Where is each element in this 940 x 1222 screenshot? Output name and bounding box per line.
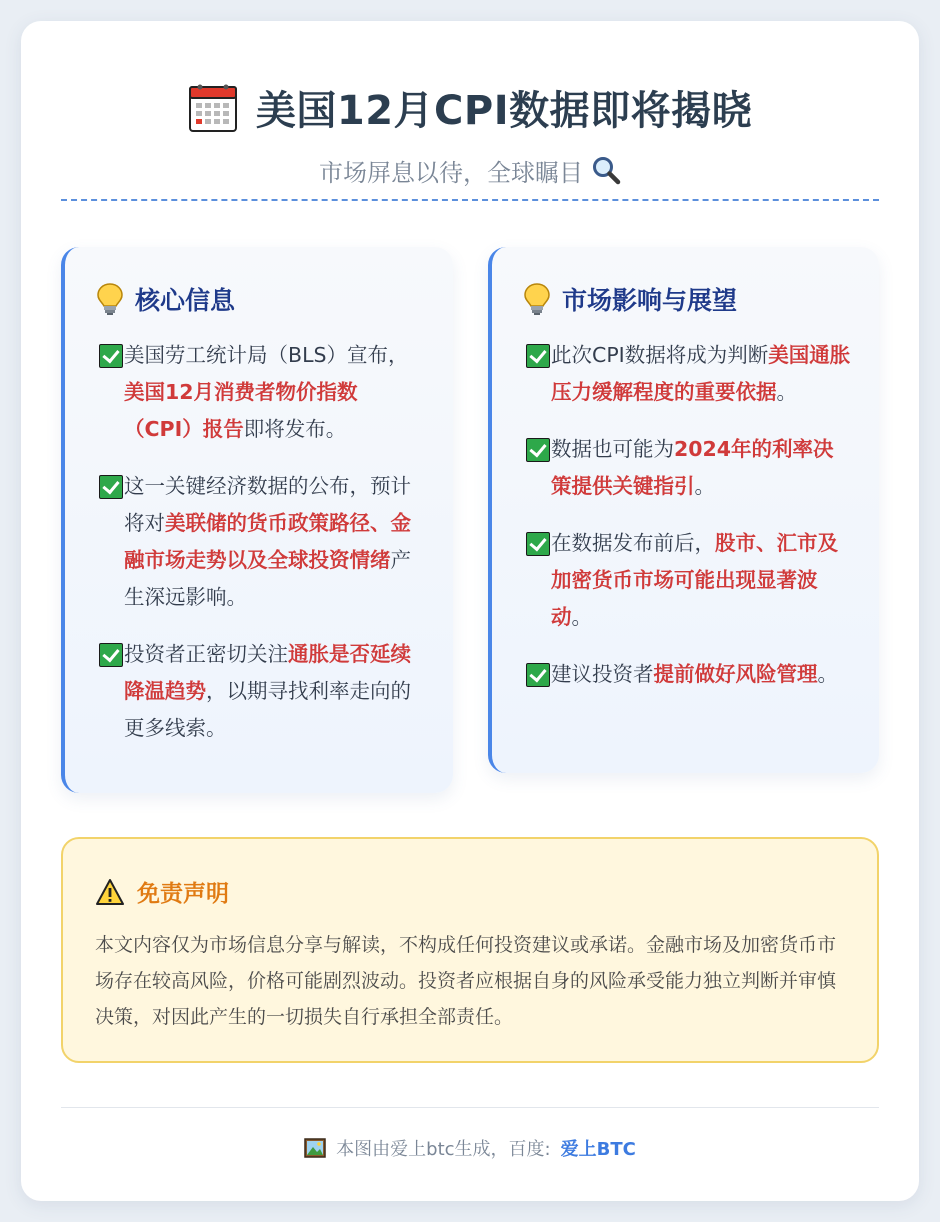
item-text [550,337,851,411]
disclaimer-text: 本文内容仅为市场信息分享与解读，不构成任何投资建议或承诺。金融市场及加密货币市场存在较高风险，价格可能剧烈波动。投资者应根据自身的风险承受能力独立判断并审慎决策，对因此产生的一切损失自行承担全部责任。 [95,934,837,1028]
footer-brand-link[interactable]: 爱上BTC [560,1139,636,1160]
item-segment: 数据也可能为 [551,437,674,461]
panel-title-text: 市场影响与展望 [562,286,738,315]
panel-title [522,281,737,317]
header [21,79,919,188]
disclaimer-box [61,837,879,1063]
lightbulb-icon [522,282,552,316]
item-segment: 。 [694,474,715,498]
page-subtitle-text: 市场屏息以待，全球瞩目 [319,158,583,187]
panel-title [95,281,235,317]
item-text [123,468,425,616]
item-list [99,337,425,767]
item-segment: 产生深远影响。 [124,548,411,609]
list-item [99,636,425,747]
check-icon [99,643,123,667]
item-segment: 。 [776,380,797,404]
warning-icon [95,878,125,906]
item-highlight: 通胀是否延续降温趋势 [124,642,411,703]
item-segment: ，以期寻找利率走向的更多线索。 [124,679,411,740]
item-highlight: 提前做好风险管理 [653,662,818,686]
panel-core-info [61,247,453,793]
check-icon [526,532,550,556]
item-list [526,337,851,713]
item-highlight: 美国通胀压力缓解程度的重要依据 [551,343,851,404]
header-divider [61,199,879,201]
item-segment: 在数据发布前后， [551,531,715,555]
list-item [99,337,425,448]
page-title [188,79,752,136]
item-highlight: 美联储的货币政策路径、金融市场走势以及全球投资情绪 [124,511,411,572]
item-segment: 。 [571,605,592,629]
item-segment: 此次CPI数据将成为判断 [551,343,769,367]
item-text [550,656,851,693]
check-icon [526,438,550,462]
item-segment: 这一关键经济数据的公布，预计将对 [124,474,411,535]
list-item [526,656,851,693]
item-text [550,525,851,636]
footer-divider [61,1107,879,1108]
list-item [99,468,425,616]
footer-text: 本图由爱上btc生成，百度: [336,1139,551,1160]
list-item [526,431,851,505]
item-text [123,636,425,747]
main-card [21,21,919,1201]
footer [21,1135,919,1163]
disclaimer-title [95,875,229,908]
item-segment: 投资者正密切关注 [124,642,288,666]
page-title-text: 美国12月CPI数据即将揭晓 [255,88,753,134]
check-icon [99,344,123,368]
item-segment: 即将发布。 [243,417,347,441]
check-icon [526,663,550,687]
disclaimer-title-text: 免责声明 [137,881,229,907]
panel-title-text: 核心信息 [135,286,236,315]
check-icon [526,344,550,368]
list-item [526,337,851,411]
item-segment: 建议投资者 [551,662,654,686]
item-text [123,337,425,448]
page-subtitle [319,153,621,188]
item-highlight: 2024年的利率决策提供关键指引 [551,437,834,498]
lightbulb-icon [95,282,125,316]
magnifier-icon [591,155,621,185]
panel-market-outlook [488,247,879,773]
check-icon [99,475,123,499]
item-highlight: 股市、汇市及加密货币市场可能出现显著波动 [551,531,838,629]
item-highlight: 美国12月消费者物价指数（CPI）报告 [124,380,358,441]
item-segment: 美国劳工统计局（BLS）宣布， [124,343,409,367]
item-segment: 。 [817,662,838,686]
picture-icon [304,1138,326,1158]
list-item [526,525,851,636]
calendar-icon [188,83,238,133]
item-text [550,431,851,505]
